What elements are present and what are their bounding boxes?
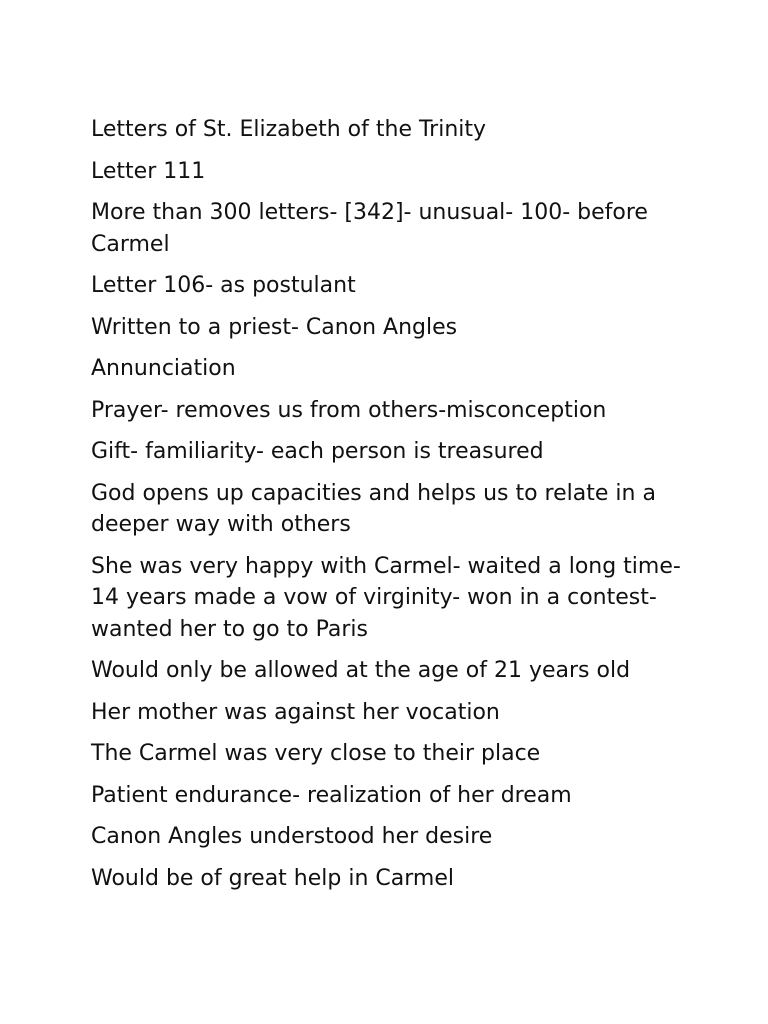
note-line: God opens up capacities and helps us to relate in a deeper way with others — [91, 480, 656, 537]
document-page — [91, 114, 691, 904]
note-line: Canon Angles understood her desire — [91, 824, 493, 849]
note-line: Annunciation — [91, 356, 236, 381]
note-line: Letter 106- as postulant — [91, 273, 356, 298]
note-line: Written to a priest- Canon Angles — [91, 314, 458, 340]
note-line: Prayer- removes us from others-misconception — [91, 397, 607, 423]
note-line: The Carmel was very close to their place — [91, 741, 541, 766]
note-line: More than 300 letters- [342]- unusual- 100- before Carmel — [91, 200, 648, 257]
note-line: Her mother was against her vocation — [91, 699, 500, 725]
note-line: Would only be allowed at the age of 21 years old — [91, 658, 631, 683]
document-title: Letters of St. Elizabeth of the Trinity — [91, 117, 487, 142]
note-line: She was very happy with Carmel- waited a long time- 14 years made a vow of virginity- won in a contest- wanted her to go to Paris — [91, 553, 681, 642]
note-line: Letter 111 — [91, 158, 206, 184]
note-line: Gift- familiarity- each person is treasured — [91, 439, 544, 464]
note-line: Would be of great help in Carmel — [91, 865, 454, 891]
note-line: Patient endurance- realization of her dream — [91, 782, 572, 808]
